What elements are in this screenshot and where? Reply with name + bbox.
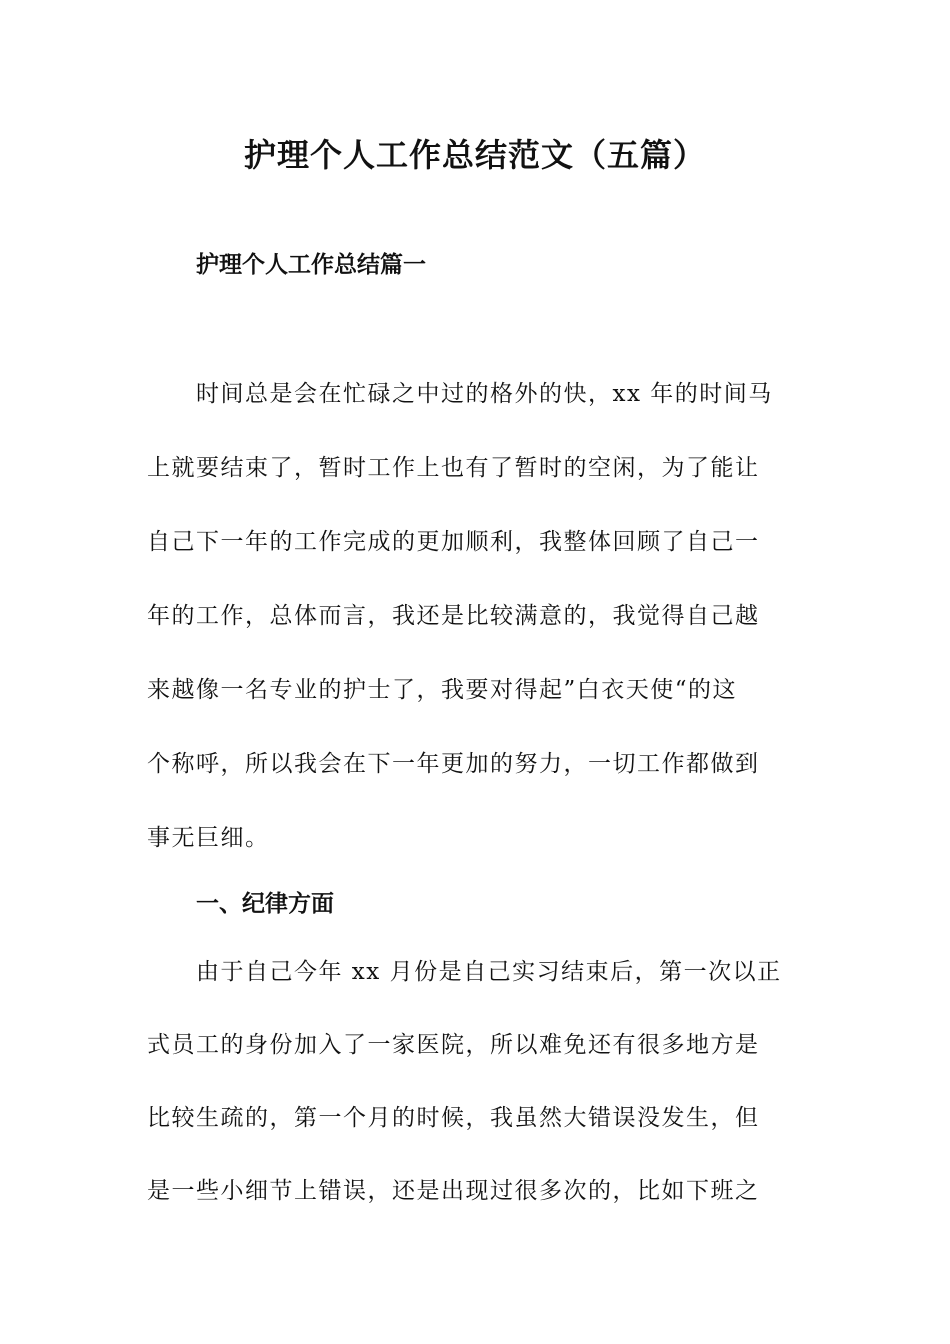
paragraph-line: 自己下一年的工作完成的更加顺利，我整体回顾了自己一 [147, 529, 760, 555]
paragraph-line: 时间总是会在忙碌之中过的格外的快，xx 年的时间马 [196, 381, 773, 407]
paragraph-line: 式员工的身份加入了一家医院，所以难免还有很多地方是 [147, 1032, 760, 1058]
paragraph-line: 事无巨细。 [147, 825, 270, 851]
paragraph-line: 由于自己今年 xx 月份是自己实习结束后，第一次以正 [196, 959, 782, 985]
paragraph-line: 是一些小细节上错误，还是出现过很多次的，比如下班之 [147, 1178, 760, 1204]
subheading-discipline: 一、纪律方面 [196, 890, 334, 917]
paragraph-line: 来越像一名专业的护士了，我要对得起”白衣天使“的这 [147, 677, 738, 703]
paragraph-line: 比较生疏的，第一个月的时候，我虽然大错误没发生，但 [147, 1105, 760, 1131]
section-heading: 护理个人工作总结篇一 [196, 251, 426, 278]
paragraph-line: 个称呼，所以我会在下一年更加的努力，一切工作都做到 [147, 751, 760, 777]
document-title: 护理个人工作总结范文（五篇） [243, 136, 706, 174]
paragraph-line: 上就要结束了，暂时工作上也有了暂时的空闲，为了能让 [147, 455, 760, 481]
paragraph-line: 年的工作，总体而言，我还是比较满意的，我觉得自己越 [147, 603, 760, 629]
